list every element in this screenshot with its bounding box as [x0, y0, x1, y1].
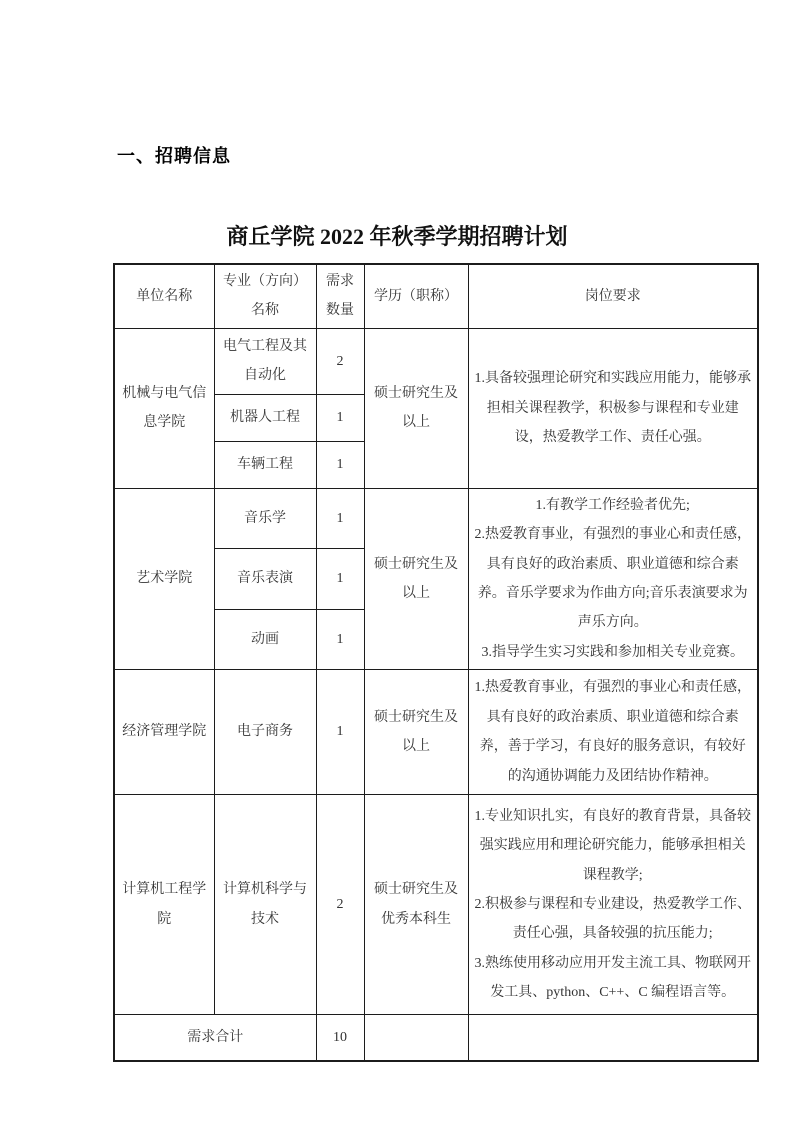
count-cell: 1	[316, 394, 364, 441]
unit-cell: 经济管理学院	[114, 670, 214, 795]
table-row	[114, 488, 758, 548]
col-header-requirements: 岗位要求	[468, 264, 758, 328]
section-heading: 一、招聘信息	[117, 146, 231, 167]
major-cell: 机器人工程	[214, 394, 316, 441]
table-row	[114, 328, 758, 394]
count-cell: 1	[316, 548, 364, 609]
count-cell: 2	[316, 795, 364, 1015]
major-cell: 车辆工程	[214, 441, 316, 488]
requirement-line: 1.热爱教育事业，有强烈的事业心和责任感，具有良好的政治素质、职业道德和综合素养，善于学习，有良好的服务意识，有较好的沟通协调能力及团结协作精神。	[474, 680, 751, 784]
empty-degree-cell	[364, 1015, 468, 1061]
recruitment-table	[113, 263, 759, 1062]
major-cell: 音乐表演	[214, 548, 316, 609]
degree-cell: 硕士研究生及以上	[364, 328, 468, 488]
table-header-row	[114, 264, 758, 328]
total-row	[114, 1015, 758, 1061]
degree-cell: 硕士研究生及优秀本科生	[364, 795, 468, 1015]
major-cell: 动画	[214, 610, 316, 670]
col-header-count: 需求数量	[316, 264, 364, 328]
table-row	[114, 795, 758, 1015]
document-title: 商丘学院 2022 年秋季学期招聘计划	[226, 224, 568, 249]
requirement-line: 2.热爱教育事业，有强烈的事业心和责任感，具有良好的政治素质、职业道德和综合素养。音乐学要求为作曲方向;音乐表演要求为声乐方向。	[474, 527, 751, 631]
empty-requirements-cell	[468, 1015, 758, 1061]
requirements-cell	[468, 795, 758, 1015]
requirement-line: 3.指导学生实习实践和参加相关专业竞赛。	[481, 644, 744, 660]
table-row	[114, 670, 758, 795]
unit-cell: 计算机工程学院	[114, 795, 214, 1015]
col-header-major: 专业（方向）名称	[214, 264, 316, 328]
total-count-cell: 10	[316, 1015, 364, 1061]
degree-cell: 硕士研究生及以上	[364, 670, 468, 795]
requirement-line: 2.积极参与课程和专业建设，热爱教学工作、责任心强，具备较强的抗压能力;	[474, 896, 751, 942]
major-cell: 计算机科学与技术	[214, 795, 316, 1015]
requirement-line: 1.具备较强理论研究和实践应用能力，能够承担相关课程教学，积极参与课程和专业建设，热爱教学工作、责任心强。	[474, 371, 751, 445]
requirement-line: 1.有教学工作经验者优先;	[535, 497, 690, 513]
requirement-line: 3.熟练使用移动应用开发主流工具、物联网开发工具、python、C++、C 编程语言等。	[474, 955, 751, 1001]
count-cell: 1	[316, 670, 364, 795]
major-cell: 电气工程及其自动化	[214, 328, 316, 394]
count-cell: 2	[316, 328, 364, 394]
major-cell: 音乐学	[214, 488, 316, 548]
degree-cell: 硕士研究生及以上	[364, 488, 468, 669]
requirements-cell	[468, 488, 758, 669]
count-cell: 1	[316, 488, 364, 548]
unit-cell: 机械与电气信息学院	[114, 328, 214, 488]
requirements-cell	[468, 328, 758, 488]
requirement-line: 1.专业知识扎实，有良好的教育背景，具备较强实践应用和理论研究能力，能够承担相关课程教学;	[474, 808, 751, 883]
requirements-cell	[468, 670, 758, 795]
col-header-unit: 单位名称	[114, 264, 214, 328]
unit-cell: 艺术学院	[114, 488, 214, 669]
count-cell: 1	[316, 610, 364, 670]
total-label-cell: 需求合计	[114, 1015, 316, 1061]
count-cell: 1	[316, 441, 364, 488]
major-cell: 电子商务	[214, 670, 316, 795]
col-header-degree: 学历（职称）	[364, 264, 468, 328]
